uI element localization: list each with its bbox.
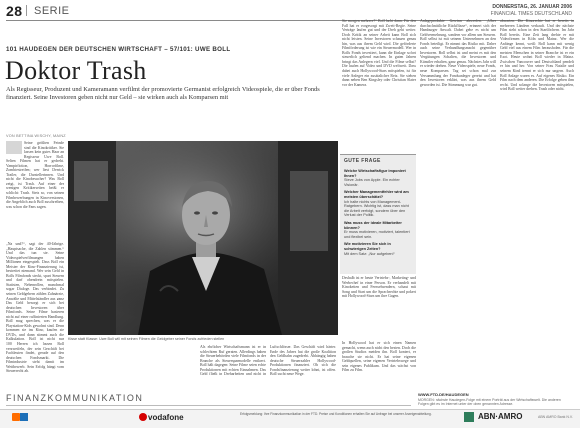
vodafone-logo-icon xyxy=(139,413,147,421)
drop-cap-block xyxy=(6,141,22,154)
article-kicker: 101 HAUDEGEN DER DEUTSCHEN WIRTSCHAFT – 57/101: UWE BOLL xyxy=(6,46,231,53)
abn-amro-wordmark: ABN·AMRO xyxy=(478,412,523,421)
article-column-2 xyxy=(342,19,416,149)
column-2d-text: In Hollywood hat er sich einen Namen gemacht, wenn auch nicht den besten. Doch die großen Studios meiden ihn. Boll kontert, er brauche sie nicht. Er hat seine eigenen Geldquellen, seine eigenen Vertriebswege und sein eigenes Publikum. Und das wächst von Film zu Film. xyxy=(342,341,416,373)
article-column-1d xyxy=(6,342,64,388)
column-3c-text: Tag sei schon mal zur Versammlung der Fondsanleger gereist und hat den Investoren erklärt, was aus ihrem Geld geworden ist. Die Stimmung war gut. xyxy=(420,69,496,87)
infobox-question: Welche Wirtschaftsfigur imponiert Ihnen? xyxy=(344,169,406,178)
column-4b-text: Im Jahr Boll bereits. Eine Zeit lang drehte er mit Videofirmen in Köln und Mainz. Wer die Anfänge kennt, weiß: Boll kann mit wenig Geld viel aus einem Film herausholen. Für die meisten Menschen in seiner Branche ist er ein Exot. xyxy=(500,28,574,60)
infobox-question: Wie motivieren Sie sich in schwierigen Zeiten? xyxy=(344,242,391,251)
infobox-answer: Ich halte nichts von Management-Ratgebern. Wichtig ist, dass man nicht die Arbeit verfolgt, sondern über den Verlust der Politik. xyxy=(344,199,409,218)
article-byline: VON BETTINA WISCHY, MAINZ xyxy=(6,134,66,138)
footer-section-title: FINANZKOMMUNIKATION xyxy=(6,393,144,403)
series-note: MORGEN: nächste Haudegen-Folge mit einem Porträt aus der Wirtschaftswelt. Die anderen Folgen gibt es im Internet unter der oben genannten Adresse. xyxy=(418,398,561,407)
infobox-body xyxy=(344,166,413,256)
column-1b-text: „Na und?“, sagt der 40-Jährige. „Hauptsache, die Zahlen stimmen.“ Und das tun sie. Seine Videospielverfilmungen haben Millionen eingespielt. Dass Boll ein Meister der Kino-Finanzierung ist, bestreitet niemand. Wer sein Geld in Bolls Filmfonds steckt, spart Steuern und darf obendrein mitspielen. Statisten, Nebenrollen, manchmal sogar Dialoge. Das verbindet. Zu seinen Geldgebern zählen Zahnärzte, Anwälte und Mittelständler aus ganz xyxy=(6,242,64,300)
publication-date: DONNERSTAG, 26. JANUAR 2006 xyxy=(492,4,572,10)
publication-name: FINANCIAL TIMES DEUTSCHLAND xyxy=(490,11,572,17)
footer-divider xyxy=(6,405,411,406)
infobox-answer: Er muss motivieren, motiviert, talentiert und flexibel sein. xyxy=(344,230,410,239)
column-3b-text: Boll selbst ist und meint es mit den Vergütungen Schalten, die Investoren und Künstler erhalten, ganz genau. Nächstes Jahr will er wieder drehen. Neue Videospiele, neue Fonds, neue Komparsen. xyxy=(420,50,496,74)
article-photo xyxy=(68,141,338,335)
column-2f-text: Das Geschäft wird härter. Ende des Jahres hat die große Koalition den Geldhahn zugedreht. Abhängig haben deutsche Steuerzahler Hollywood-Produktionen finanziert. Ob sich die Fondsfinanzierung weiter lohnt, ist offen. Boll sucht neue Wege. xyxy=(270,345,336,377)
article-lead: Als Regisseur, Produzent und Kameramann verfilmt der promovierte Germanist erfolgreich Videospiele, die er über Fonds finanziert. Seine Investoren geben nicht nur Geld – sie wirken auch als Komparsen mit xyxy=(6,86,320,102)
page-number: 28 xyxy=(6,3,23,19)
article-headline: Doktor Trash xyxy=(5,56,147,85)
article-column-2e xyxy=(200,345,336,389)
portrait-photo xyxy=(68,141,338,335)
gute-frage-box xyxy=(340,154,416,274)
ftd-url-link[interactable]: WWW.FTD.DE/HAUDEGEN xyxy=(418,392,469,397)
article-column-4 xyxy=(500,19,574,391)
column-4d-text: Auch Boll Anlage waren es. Auf eigenes Risiko. Ein Film nach dem anderen. Die Erfolge geben ihm recht. Und solange die Investoren mitspielen, wird Boll weiter drehen. Trash oder nicht. xyxy=(500,69,574,92)
article-column-3 xyxy=(420,19,496,391)
infobox-answer: Steve Jobs von Apple. Ein echter Visionär. xyxy=(344,178,400,187)
article-column-1c xyxy=(6,301,64,341)
abn-amro-subtitle: ABN AMRO Bank N.V. xyxy=(538,415,573,419)
column-2e-text: Als ehrlicher Wirtschaftsmann ist er in schlechtem Ruf geraten. Allerdings haben die Steuerbehörden viele Filmfonds in der Branche als Steuersparmodelle entlarvt. Boll hält dagegen: Seine Filme seien echte Produktionen mit echten Einnahmen. Das Geld fließt in Dreharbeiten und nicht in Luftschlösser. xyxy=(200,345,292,377)
column-2-text: Sie morgen mehrere?“ Boll lacht dann. Für den Fall hat er vorgesorgt mit Zweit-Regie. Seine Verträge laufen gut und der Dreh geht weiter. Doch Kritik an seiner Arbeit kann Boll sich nicht leisten. Seine Investoren schauen genau hin, was aus ihrem Geld wird. xyxy=(342,19,416,46)
column-3-text: Anlageprodukte Gewinn abwerfen. „Über durchschnittliche Rückflüsse“, erinnert sich der Hamburger Anwalt. Dabei gehe es nicht um Geldvermehrung, sondern vor allem um Steuern. Boll selbst ist mit seinem Unternehmen an den Fonds beteiligt. Er nimmt das Risiko mit. Daher auch seine Verhandlungsmacht gegenüber Investoren. xyxy=(420,19,496,55)
infobox-answer: Mit dem Satz: „Nur aufgeben!“ xyxy=(344,251,395,256)
article-column-2d xyxy=(342,341,416,389)
article-column-1b xyxy=(6,242,64,300)
logo-mark-blue xyxy=(20,413,28,421)
logo-mark-orange xyxy=(12,413,20,421)
infobox-title: GUTE FRAGE xyxy=(344,158,381,164)
column-4-text: abwarten. Die Kinorechte hat er bereits in mehreren Ländern verkauft. Und der nächste Film steht schon in den Startlöchern. xyxy=(500,19,574,33)
column-1c-text: Das Geld besorgt er sich bei deutschen Investoren über Filmfonds. Seine Filme basieren nicht auf einer raffinierten Handlung. Boll mag sprechen, was er die Playstation-Kids gewohnt sind. Denn kommen sie ins Kino, kaufen sie DVDs, und dann stimmt auch die Kalkulation. Boll ist nicht nur xyxy=(6,301,64,341)
column-2b-text: Die geförderte Filmförderung ist wie ein Steuermodell. Wer in Bolls Fonds investiert, kann die Einlage sofort steuerlich geltend machen. In guten Jahren bringt das Anlegern viel. Und die Filme selbst? Die laufen auf Video und DVD weltweit. Dass dabei auch Hollywood-Stars mitspielen, ist für viele Anleger ein zusätzlicher Reiz. Sie stehen dann neben Ben Kingsley oder Christian Slater vor der Kamera. xyxy=(342,41,416,87)
photo-caption: Kisse statt Klasse: Uwe Boll will mit seinen Filmen die Geldgeber seiner Fonds zufrieden stellen xyxy=(68,337,225,341)
vodafone-wordmark: vodafone xyxy=(148,413,184,422)
header-divider xyxy=(26,5,27,16)
column-2c-text: Deshalb ist er heute Vertriebs-, Marketing- und Werbechef in einer Person. Er verhandelt mit Kinoketten und Fernsehsendern, schaut mit Song und Start um die Sprachrechte und pokert mit Hollywood-Stars um ihre Gagen. xyxy=(342,276,416,299)
abn-amro-logo-icon xyxy=(464,412,474,422)
section-name: SERIE xyxy=(34,5,70,17)
ad-text: Erfolgsmeldung: Ihre Finanzkommunikation in der FTD. Preise und Konditionen erhalten Sie auf Anfrage bei unserer Anzeigenabteilung. xyxy=(240,412,432,416)
article-column-1 xyxy=(6,141,64,241)
column-4c-text: Heute wohnt Boll wieder in Mainz. Zwischen Vancouver und Deutschland pendelt er hin und her. Von seiner Frau Natalie und seinem Kind trennt er sich nur ungern. xyxy=(500,55,574,74)
infobox-question: Welcher Managementfehler wird am meisten überschätzt? xyxy=(344,190,409,199)
column-1-text: Seine größten Feinde sind die Kinokritiker. Sie lassen kein gutes Haar an Regisseur Uwe Boll. Selten Filmen hat er gedreht. Vampirfiction, Horrorfilme, Zombiestreifen; wer liest Derrick Trailer, die Darstellerinnen. Und nicht die Kinobesucher? Was Boll zeigt, ist Trash. Auf einer der wenigen Kritikerseiten heißt er schlicht: Trash. Stets so, von seinen Filmbewerbungen in Kinoversionen, die Angeblich auch Boll zuschreiben, was schon die Fans sagen. xyxy=(6,141,64,209)
column-1d-text: 100 Herren ich lassen Boll verzweifeln, der sein Geschäft bei Fachleuten findet, gerade auf den deutschen Fondsmarkt. Die Filmindustrie steht damit im Wettbewerb. Sein Erfolg hängt vom Steuerrecht ab. xyxy=(6,342,64,374)
article-column-2c xyxy=(342,276,416,340)
infobox-question: Was muss der ideale Mitarbeiter können? xyxy=(344,220,402,230)
